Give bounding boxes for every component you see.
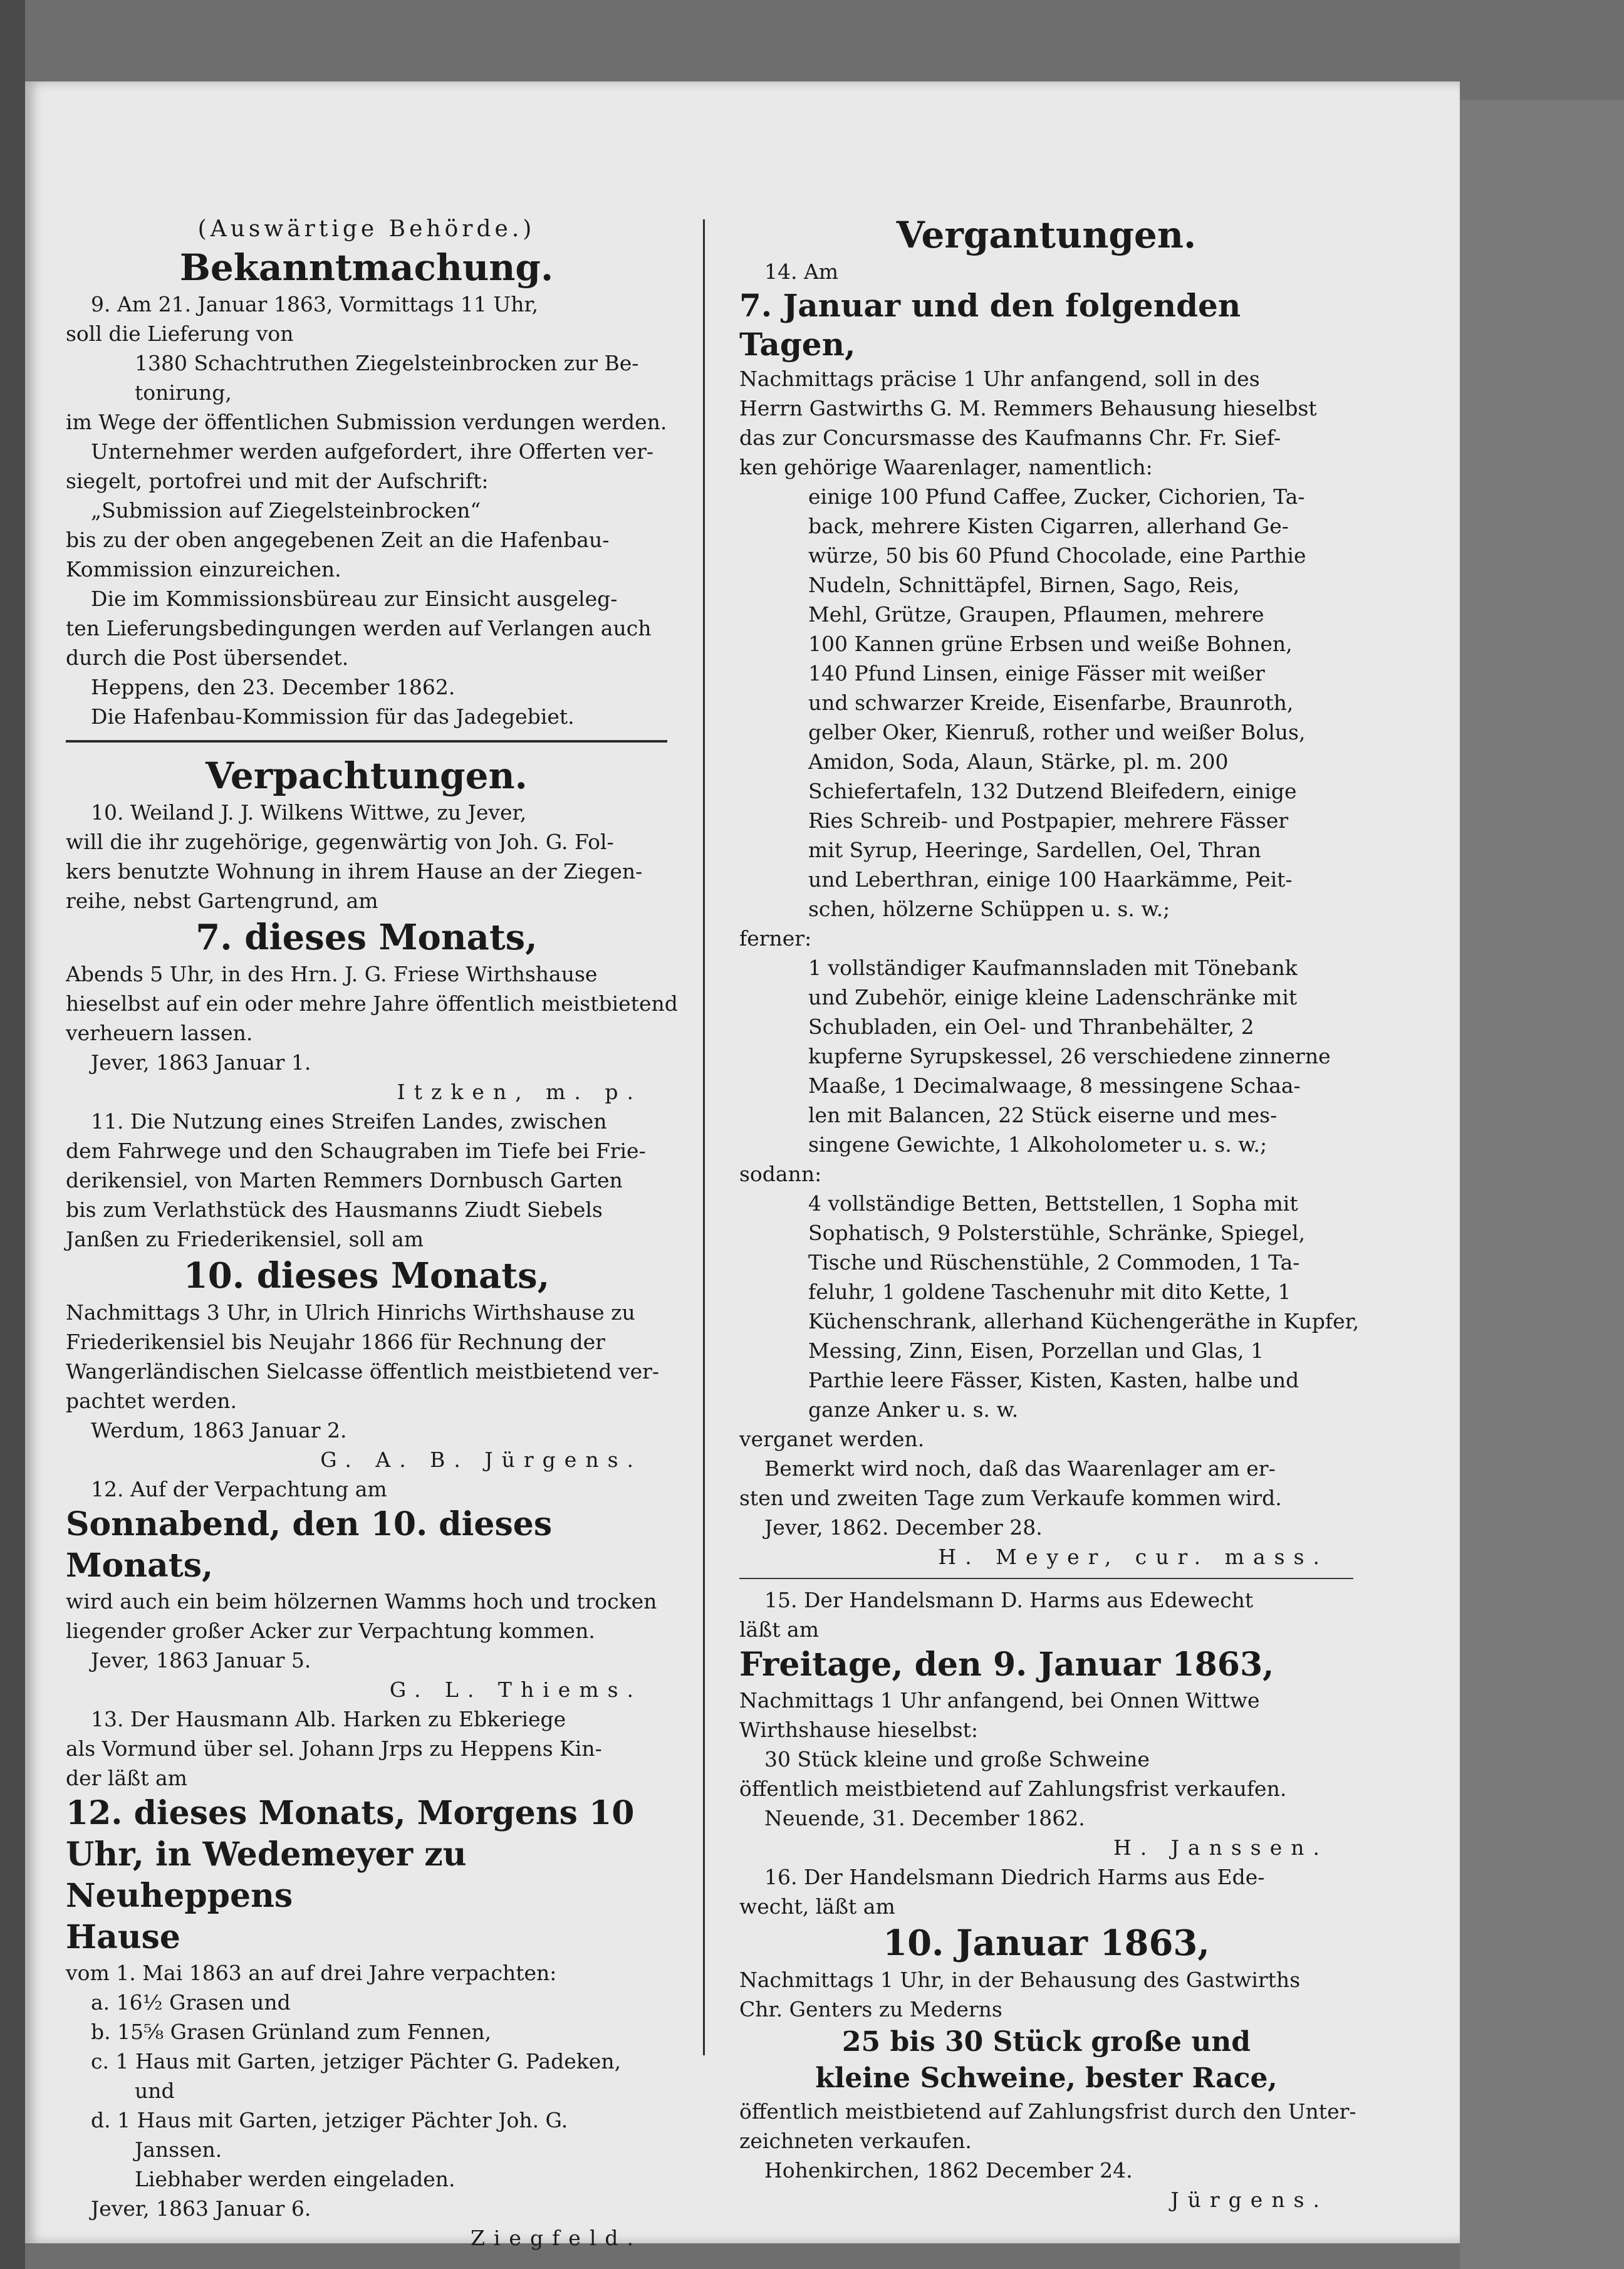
text-line: durch die Post übersendet. [66,645,349,670]
text-line: „Submission auf Ziegelsteinbrocken“ [91,498,481,523]
text-line: hieselbst auf ein oder mehre Jahre öffentlich meistbietend [66,991,678,1016]
highlight-line: 25 bis 30 Stück große und [841,2026,1251,2058]
list-item: c. 1 Haus mit Garten, jetziger Pächter G. Padeken, [91,2049,622,2073]
text-line: soll die Lieferung von [66,321,294,346]
goods-line: kupferne Syrupskessel, 26 verschiedene zinnerne [808,1044,1331,1068]
text-line: 9. Am 21. Januar 1863, Vormittags 11 Uhr, [91,292,539,316]
text-line: vom 1. Mai 1863 an auf drei Jahre verpachten: [66,1961,557,1985]
item-15 [739,1585,1353,1862]
text-line: will die ihr zugehörige, gegenwärtig von Joh. G. Fol- [66,830,614,854]
goods-line: Küchenschrank, allerhand Küchengeräthe in Kupfer, [808,1309,1360,1333]
text-line: Die im Kommissionsbüreau zur Einsicht ausgeleg- [91,587,618,611]
goods-line: singene Gewichte, 1 Alkoholometer u. s. w.; [808,1132,1267,1157]
text-line: 12. Auf der Verpachtung am [91,1477,387,1501]
text-line: tonirung, [135,380,232,405]
goods-line: 100 Kannen grüne Erbsen und weiße Bohnen, [808,632,1293,656]
text-line: Herrn Gastwirths G. M. Remmers Behausung hieselbst [739,396,1317,420]
item-12 [66,1474,667,1704]
goods-line: Mehl, Grütze, Graupen, Pflaumen, mehrere [808,602,1264,627]
goods-line: Ries Schreib- und Postpapier, mehrere Fässer [808,808,1289,833]
text-line: ferner: [739,926,812,951]
text-line: Jever, 1862. December 28. [764,1515,1043,1540]
text-line: im Wege der öffentlichen Submission verdungen werden. [66,410,667,434]
text-line: Liebhaber werden eingeladen. [135,2167,455,2191]
goods-line: und Leberthran, einige 100 Haarkämme, Peit- [808,867,1293,892]
list-item: Janssen. [135,2137,222,2162]
text-line: 10. Weiland J. J. Wilkens Wittwe, zu Jever, [91,800,527,825]
date-heading: Sonnabend, den 10. dieses Monats, [66,1505,553,1585]
text-line: Nachmittags präcise 1 Uhr anfangend, soll in des [739,367,1260,391]
signature: Jürgens. [1170,2188,1328,2212]
goods-line: schen, hölzerne Schüppen u. s. w.; [808,897,1170,921]
text-line: als Vormund über sel. Johann Jrps zu Heppens Kin- [66,1736,602,1761]
date-heading: 12. dieses Monats, Morgens 10 [66,1794,635,1832]
page-edge [1460,100,1624,2269]
column-divider [703,219,705,2055]
text-line: Janßen zu Friederikensiel, soll am [66,1227,424,1251]
text-line: öffentlich meistbietend auf Zahlungsfrist verkaufen. [739,1776,1287,1801]
item-9 [66,289,667,731]
text-line: dem Fahrwege und den Schaugraben im Tiefe bei Frie- [66,1139,646,1163]
list-item: b. 15⅝ Grasen Grünland zum Fennen, [91,2020,492,2044]
text-line: sten und zweiten Tage zum Verkaufe kommen wird. [739,1486,1282,1510]
item-14 [739,257,1360,1572]
goods-line: back, mehrere Kisten Cigarren, allerhand Ge- [808,514,1289,538]
goods-line: würze, 50 bis 60 Pfund Chocolade, eine Parthie [808,543,1306,568]
text-line: reihe, nebst Gartengrund, am [66,889,378,913]
goods-line: Messing, Zinn, Eisen, Porzellan und Glas, 1 [808,1338,1264,1363]
text-line: 30 Stück kleine und große Schweine [764,1747,1150,1771]
list-item: d. 1 Haus mit Garten, jetziger Pächter Joh. G. [91,2108,568,2132]
announcement-title: Bekanntmachung. [179,246,554,289]
text-line: 13. Der Hausmann Alb. Harken zu Ebkeriege [91,1707,566,1731]
text-line: verheuern lassen. [66,1021,253,1045]
text-line: kers benutzte Wohnung in ihrem Hause an der Ziegen- [66,859,643,884]
signature: G. A. B. Jürgens. [320,1447,642,1472]
date-heading: Uhr, in Wedemeyer zu Neuheppens [66,1835,467,1915]
signature: H. Janssen. [1113,1835,1328,1860]
goods-line: Maaße, 1 Decimalwaage, 8 messingene Schaa- [808,1073,1301,1098]
text-line: öffentlich meistbietend auf Zahlungsfrist durch den Unter- [739,2099,1356,2124]
goods-line: len mit Balancen, 22 Stück eiserne und mes- [808,1103,1278,1127]
goods-line: einige 100 Pfund Caffee, Zucker, Cichorien, Ta- [808,484,1305,509]
text-line: 16. Der Handelsmann Diedrich Harms aus Ede- [764,1865,1265,1889]
text-line: 14. Am [764,259,839,284]
list-item: a. 16½ Grasen und [91,1990,291,2015]
text-line: Nachmittags 1 Uhr, in der Behausung des Gastwirths [739,1968,1301,1992]
highlight-line: kleine Schweine, bester Race, [815,2062,1278,2094]
text-line: 11. Die Nutzung eines Streifen Landes, zwischen [91,1109,607,1134]
text-line: Unternehmer werden aufgefordert, ihre Offerten ver- [91,439,654,464]
goods-line: feluhr, 1 goldene Taschenuhr mit dito Kette, 1 [808,1280,1291,1304]
goods-line: Parthie leere Fässer, Kisten, Kasten, halbe und [808,1368,1299,1392]
text-line: verganet werden. [739,1427,925,1451]
text-line: läßt am [739,1617,819,1642]
section-divider [66,740,667,743]
section-title-vergantungen: Vergantungen. [896,214,1197,256]
item-16 [739,1862,1356,2214]
text-line: Jever, 1863 Januar 6. [91,2196,311,2221]
goods-line: gelber Oker, Kienruß, rother und weißer Bolus, [808,720,1306,744]
text-line: wird auch ein beim hölzernen Wamms hoch und trocken [66,1589,657,1614]
text-line: Die Hafenbau-Kommission für das Jadegebiet. [91,704,575,729]
text-line: liegender großer Acker zur Verpachtung kommen. [66,1619,595,1643]
text-line: Nachmittags 1 Uhr anfangend, bei Onnen Wittwe [739,1688,1260,1713]
goods-line: Sophatisch, 9 Polsterstühle, Schränke, Spiegel, [808,1221,1306,1245]
date-heading: Freitage, den 9. Januar 1863, [739,1646,1274,1684]
text-line: Nachmittags 3 Uhr, in Ulrich Hinrichs Wirthshause zu [66,1300,635,1325]
signature: G. L. Thiems. [389,1677,642,1702]
date-heading: 7. Januar und den folgenden Tagen, [739,287,1241,363]
signature: Ziegfeld. [470,2226,642,2250]
text-line: sodann: [739,1162,822,1186]
signature: Itzken, m. p. [397,1080,642,1104]
text-line: pachtet werden. [66,1389,237,1413]
goods-line: und Zubehör, einige kleine Ladenschränke mit [808,985,1298,1009]
text-line: das zur Concursmasse des Kaufmanns Chr. Fr. Sief- [739,425,1281,450]
item-10 [66,798,678,1107]
section-title-verpachtungen: Verpachtungen. [206,754,528,797]
signature: H. Meyer, cur. mass. [938,1545,1328,1569]
text-line: Friederikensiel bis Neujahr 1866 für Rechnung der [66,1330,605,1354]
item-13 [66,1704,667,2253]
goods-line: 1 vollständiger Kaufmannsladen mit Tönebank [808,956,1298,980]
goods-line: Schiefertafeln, 132 Dutzend Bleifedern, einige [808,779,1297,803]
date-heading: 7. dieses Monats, [195,917,538,958]
text-line: 15. Der Handelsmann D. Harms aus Edewecht [764,1588,1254,1612]
text-line: Bemerkt wird noch, daß das Waarenlager am er- [764,1456,1276,1481]
goods-line: Amidon, Soda, Alaun, Stärke, pl. m. 200 [808,749,1229,774]
goods-line: mit Syrup, Heeringe, Sardellen, Oel, Thran [808,838,1261,862]
goods-line: 140 Pfund Linsen, einige Fässer mit weißer [808,661,1265,686]
goods-line: Nudeln, Schnittäpfel, Birnen, Sago, Reis, [808,573,1240,597]
date-heading: 10. dieses Monats, [183,1255,550,1296]
text-line: wecht, läßt am [739,1894,895,1919]
text-line: Chr. Genters zu Mederns [739,1997,1002,2021]
goods-line: Schubladen, ein Oel- und Thranbehälter, 2 [808,1015,1254,1039]
text-line: ten Lieferungsbedingungen werden auf Verlangen auch [66,616,652,640]
text-line: bis zum Verlathstück des Hausmanns Ziudt Siebels [66,1197,603,1222]
left-column [66,213,678,2253]
text-line: bis zu der oben angegebenen Zeit an die Hafenbau- [66,528,610,552]
text-line: siegelt, portofrei und mit der Aufschrift: [66,469,489,493]
text-line: Jever, 1863 Januar 1. [91,1050,311,1075]
text-line: 1380 Schachtruthen Ziegelsteinbrocken zur Be- [135,351,639,375]
text-line: Abends 5 Uhr, in des Hrn. J. G. Friese Wirthshause [66,962,598,986]
right-column [739,213,1360,2214]
text-line: derikensiel, von Marten Remmers Dornbusch Garten [66,1168,623,1192]
text-line: Wangerländischen Sielcasse öffentlich meistbietend ver- [66,1359,660,1384]
date-heading: 10. Januar 1863, [883,1922,1210,1964]
item-divider [739,1578,1353,1579]
list-item: und [135,2079,175,2103]
section-header: (Auswärtige Behörde.) [197,216,536,242]
text-line: zeichneten verkaufen. [739,2129,972,2153]
goods-line: ganze Anker u. s. w. [808,1397,1019,1422]
goods-line: und schwarzer Kreide, Eisenfarbe, Braunroth, [808,691,1294,715]
goods-line: Tische und Rüschenstühle, 2 Commoden, 1 Ta- [808,1250,1300,1275]
text-line: der läßt am [66,1766,187,1790]
text-line: ken gehörige Waarenlager, namentlich: [739,455,1153,479]
text-line: Werdum, 1863 Januar 2. [91,1418,347,1442]
book-spine [0,0,25,2269]
text-line: Heppens, den 23. December 1862. [91,675,455,699]
item-11 [66,1107,667,1474]
text-line: Kommission einzureichen. [66,557,341,582]
goods-line: 4 vollständige Betten, Bettstellen, 1 Sopha mit [808,1191,1298,1216]
text-line: Hohenkirchen, 1862 December 24. [764,2158,1133,2183]
text-line: Wirthshause hieselbst: [739,1718,979,1742]
text-line: Jever, 1863 Januar 5. [91,1648,311,1672]
text-line: Neuende, 31. December 1862. [764,1806,1085,1830]
date-heading: Hause [66,1918,180,1956]
